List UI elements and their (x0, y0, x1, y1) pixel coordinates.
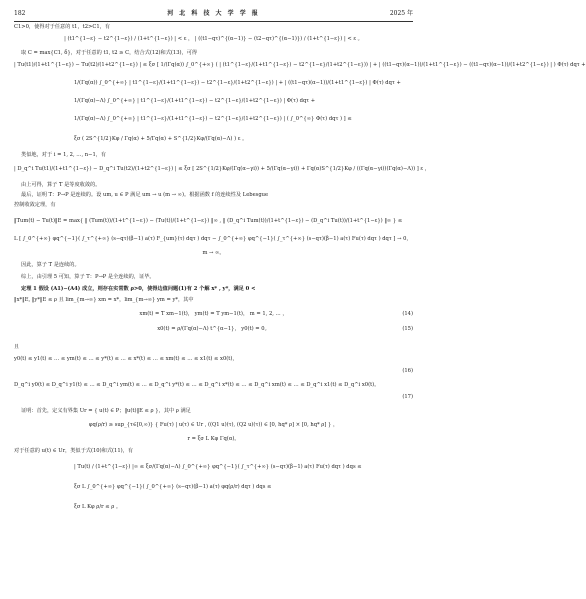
formula-line: | D_q^i Tu(t1)/(1+t1^{1−ε}) − D_q^i Tu(t2)/(1+t2^{1−ε}) | ≤ ξσ [ 2S^{1/2}Kφ/(Γq(α−γi)) + 5/(Γq(α−γi)) + Γq(α)S^{1/2}Kφ / ((Γq(α−γi))(Γq(α)−Λ)) ] ε ， (14, 166, 430, 172)
text-line: 由上可得，算子 T 是等度收敛的。 (21, 182, 101, 188)
equation-number: (17) (402, 394, 413, 400)
formula-line: x0(t) = ρ/(Γq(α)−Λ) t^{α−1}， y0(t) = 0。 (157, 326, 270, 332)
formula-line: 1/(Γq(α)) ∫_0^{+∞} | t1^{1−ε}/(1+t1^{1−ε}) − t2^{1−ε}/(1+t2^{1−ε}) | + | ((t1−qτ)(α−1))/(1+t1^{1−ε}) | Φ(τ) dqτ + (74, 80, 401, 86)
formula-line: D_q^i y0(t) ≤ D_q^i y1(t) ≤ … ≤ D_q^i ym(t) ≤ … ≤ D_q^i y*(t) ≤ … ≤ D_q^i x*(t) ≤ … ≤ D_q^i xm(t) ≤ … ≤ D_q^i x1(t) ≤ D_q^i x0(t)。 (14, 382, 380, 388)
text-line: 综上，由引理 5 可知，算子 T：P→P 是全连续的，证毕。 (21, 274, 155, 280)
text-line: 最后，证明 T：P→P 是连续的。设 um, u ∈ P 满足 um → u (m → ∞)。根据函数 f 的连续性及 Lebesgue (21, 192, 269, 198)
formula-line: m → ∞。 (202, 250, 225, 256)
text-line: 证明：首先，定义有界集 Ur = { u(t) ∈ P；‖u(t)‖E ≤ ρ }，其中 ρ 满足 (21, 408, 191, 414)
formula-line: ξσ L Kφ ρ/r ≤ ρ 。 (74, 504, 122, 510)
text-line: C1>0，使得对于任意的 t1，t2>C1，有 (14, 24, 111, 30)
equation-number: (15) (402, 326, 413, 332)
formula-line: | (t1^{1−ε} − t2^{1−ε}) / (1+t^{1−ε}) | < ε ， | ((t1−qτ)^{(α−1)} − (t2−qτ)^{(α−1)}) / (1+t^{1−ε}) | < ε 。 (64, 36, 363, 42)
theorem-line: 定理 1 假设 (A1)−(A4) 成立，则存在实常数 ρ>0，使得边值问题(1)有 2 个解 x* , y*，满足 0 < (21, 286, 256, 292)
formula-line: ‖Tum(t) − Tu(t)‖E = max{ ‖ (Tum(t))/(1+t^{1−ε}) − (Tu(t))/(1+t^{1−ε}) ‖∞ , ‖ (D_q^i Tum(t))/(1+t^{1−ε}) − (D_q^i Tu(t))/(1+t^{1−ε}) ‖∞ } ≤ (14, 218, 403, 224)
formula-line: r = ξσ L Kφ Γq(α)。 (187, 436, 240, 442)
formula-line: | Tu(t) / (1+t^{1−ε}) |∞ ≤ ξσ/(Γq(α)−Λ) ∫_0^{+∞} φq^{−1}( ∫_τ^{+∞} (s−qτ)(β−1) a(τ) Fu(τ) dqτ ) dqs ≤ (74, 464, 362, 470)
text-line: 类似地，对于 i = 1, 2, …, n−1，有 (21, 152, 107, 158)
formula-line: | Tu(t1)/(1+t1^{1−ε}) − Tu(t2)/(1+t2^{1−ε}) | ≤ ξσ [ 1/(Γq(α)) ∫_0^{+∞} ( | (t1^{1−ε}/(1+t1^{1−ε}) − t2^{1−ε}/(1+t2^{1−ε})) | + | ((t1−qτ)(α−1))/(1+t1^{1−ε}) − ((t1−qτ)(α−1))/(1+t2^{1−ε}) | ) Φ(τ) dqτ + (14, 62, 586, 68)
formula-line: ξσ L ∫_0^{+∞} φq^{−1}( ∫_0^{+∞} (s−qτ)(β−1) a(τ) φq(ρ/r) dqτ ) dqs ≤ (74, 484, 272, 490)
running-header (14, 9, 413, 22)
issue-year: 2025 年 (389, 10, 413, 17)
equation-number: (14) (402, 311, 413, 317)
formula-line: xm(t) = T xm−1(t)， ym(t) = T ym−1(t)， m = 1, 2, … ， (139, 311, 288, 317)
journal-title: 河 北 科 技 大 学 学 报 (167, 10, 260, 17)
formula-line: ξσ ( 2S^{1/2}Kφ / Γq(α) + 5/Γq(α) + S^{1/2}Kφ/(Γq(α)−Λ) ) ε 。 (74, 136, 248, 142)
formula-line: y0(t) ≤ y1(t) ≤ … ≤ ym(t) ≤ … ≤ y*(t) ≤ … ≤ x*(t) ≤ … ≤ xm(t) ≤ … ≤ x1(t) ≤ x0(t)， (14, 356, 238, 362)
text-line: ‖x*‖E, ‖y*‖E ≤ ρ 且 lim_{m→∞} xm = x*，lim_{m→∞} ym = y*，其中 (14, 297, 194, 303)
equation-number: (16) (402, 368, 413, 374)
text-line: 对于任意的 u(t) ∈ Ur，类似于式(10)和式(11)，有 (14, 448, 134, 454)
formula-line: 1/(Γq(α)−Λ) ∫_0^{+∞} | t1^{1−ε}/(1+t1^{1−ε}) − t2^{1−ε}/(1+t2^{1−ε}) | Φ(τ) dqτ + (74, 98, 316, 104)
article-body (14, 24, 586, 591)
text-line: 取 C = max{C1, δ}，对于任意的 t1, t2 ≥ C，结合式(12)和式(13)，可得 (21, 50, 198, 56)
formula-line: 1/(Γq(α)−Λ) ∫_0^{+∞} | t1^{1−ε}/(1+t1^{1−ε}) − t2^{1−ε}/(1+t2^{1−ε}) | ( ∫_0^{∞} Φ(τ) dqτ ) ] ≤ (74, 116, 352, 122)
formula-line: φq(ρ/r) ≥ sup_{τ∈[0,∞)} { Fu(τ) | u(τ) ∈ Ur , ((Q1 u)(τ), (Q2 u)(τ)) ∈ [0, hq* ρ] × [0, hq* ρ] } ， (88, 422, 339, 428)
text-line: 控制收敛定理，有 (14, 202, 56, 208)
text-line: 因此，算子 T 是连续的。 (21, 262, 80, 268)
formula-line: L [ ∫_0^{+∞} φq^{−1}( ∫_τ^{+∞} (s−qτ)(β−1) a(τ) F_{um}(τ) dqτ ) dqτ − ∫_0^{+∞} φq^{−1}( ∫_τ^{+∞} (s−qτ)(β−1) a(τ) Fu(τ) dqτ ) dqτ ] → 0， (14, 236, 412, 242)
text-line: 且 (14, 344, 20, 350)
page-number: 182 (14, 10, 26, 17)
